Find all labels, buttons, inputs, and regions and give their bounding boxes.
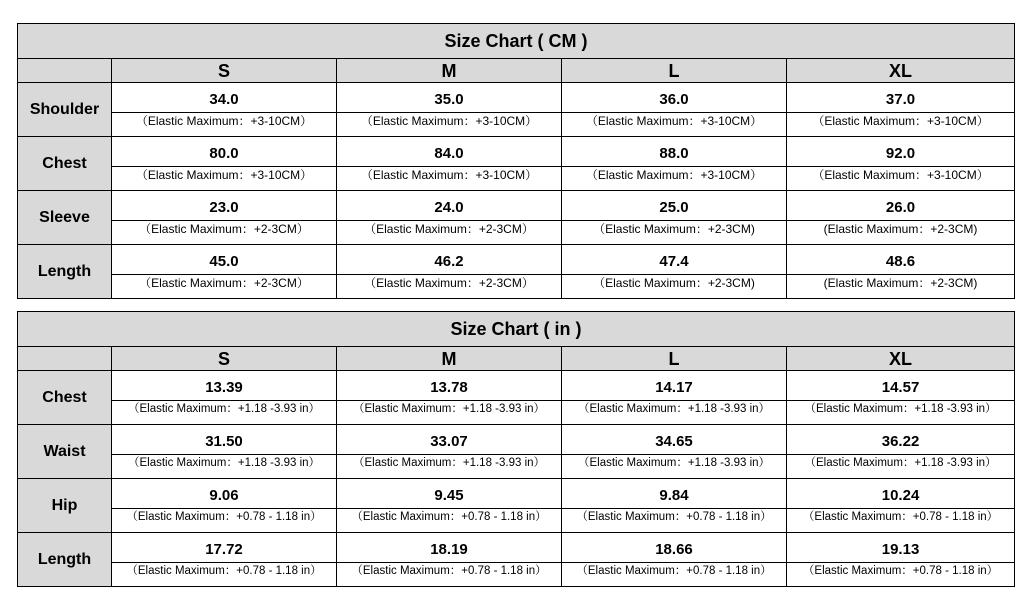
measurement-value: 26.0 xyxy=(885,198,916,216)
measurement-label: Length xyxy=(18,245,112,299)
chart-title: Size Chart ( CM ) xyxy=(18,24,1015,59)
elastic-note: （Elastic Maximum：+1.18 -3.93 in） xyxy=(786,400,1015,420)
measurement-value: 80.0 xyxy=(209,144,239,162)
measurement-value: 17.72 xyxy=(205,540,243,558)
measurement-cell xyxy=(112,479,337,533)
measurement-value: 48.6 xyxy=(885,252,916,270)
measurement-value: 25.0 xyxy=(659,198,689,216)
measurement-cell xyxy=(112,191,337,245)
size-header: S xyxy=(112,59,337,83)
elastic-note: （Elastic Maximum：+0.78 - 1.18 in） xyxy=(786,562,1015,582)
measurement-label: Chest xyxy=(18,137,112,191)
measurement-cell xyxy=(562,479,787,533)
measurement-label: Waist xyxy=(18,425,112,479)
measurement-value: 18.66 xyxy=(655,540,693,558)
measurement-value: 92.0 xyxy=(885,144,916,162)
measurement-value: 36.0 xyxy=(659,90,689,108)
chart-title: Size Chart ( in ) xyxy=(18,312,1015,347)
measurement-row xyxy=(18,479,1015,533)
measurement-value: 14.17 xyxy=(655,378,693,396)
measurement-value: 18.19 xyxy=(430,540,468,558)
elastic-note: （Elastic Maximum：+1.18 -3.93 in） xyxy=(786,454,1015,474)
elastic-note: （Elastic Maximum：+0.78 - 1.18 in） xyxy=(336,562,562,582)
measurement-value: 19.13 xyxy=(881,540,920,558)
measurement-row xyxy=(18,425,1015,479)
measurement-cell xyxy=(112,83,337,137)
measurement-cell xyxy=(562,533,787,587)
measurement-label: Shoulder xyxy=(18,83,112,137)
measurement-value: 34.65 xyxy=(655,432,693,450)
measurement-value: 9.06 xyxy=(209,486,239,504)
size-header-row xyxy=(18,59,1015,83)
elastic-note: (Elastic Maximum：+2-3CM) xyxy=(786,274,1015,294)
size-chart-cm xyxy=(17,23,1015,299)
measurement-label: Length xyxy=(18,533,112,587)
elastic-note: （Elastic Maximum：+3-10CM） xyxy=(561,166,787,186)
measurement-value: 36.22 xyxy=(881,432,920,450)
elastic-note: （Elastic Maximum：+3-10CM） xyxy=(111,166,337,186)
measurement-row xyxy=(18,83,1015,137)
elastic-note: （Elastic Maximum：+3-10CM） xyxy=(111,112,337,132)
elastic-note: （Elastic Maximum：+1.18 -3.93 in） xyxy=(111,400,337,420)
elastic-note: （Elastic Maximum：+0.78 - 1.18 in） xyxy=(561,508,787,528)
measurement-cell xyxy=(562,245,787,299)
measurement-value: 84.0 xyxy=(434,144,464,162)
size-header: XL xyxy=(787,59,1015,83)
chart-title-row xyxy=(18,312,1015,347)
elastic-note: （Elastic Maximum：+0.78 - 1.18 in） xyxy=(561,562,787,582)
elastic-note: （Elastic Maximum：+0.78 - 1.18 in） xyxy=(336,508,562,528)
elastic-note: （Elastic Maximum：+2-3CM） xyxy=(111,220,337,240)
measurement-cell xyxy=(562,191,787,245)
measurement-cell xyxy=(337,83,562,137)
corner-cell xyxy=(18,347,112,371)
measurement-cell xyxy=(787,371,1015,425)
measurement-cell xyxy=(337,191,562,245)
measurement-value: 31.50 xyxy=(205,432,243,450)
measurement-cell xyxy=(337,371,562,425)
measurement-row xyxy=(18,191,1015,245)
measurement-cell xyxy=(562,371,787,425)
measurement-value: 13.39 xyxy=(205,378,243,396)
measurement-value: 10.24 xyxy=(881,486,920,504)
measurement-value: 33.07 xyxy=(430,432,468,450)
measurement-value: 14.57 xyxy=(881,378,920,396)
measurement-value: 45.0 xyxy=(209,252,239,270)
elastic-note: （Elastic Maximum：+0.78 - 1.18 in） xyxy=(111,562,337,582)
elastic-note: （Elastic Maximum：+1.18 -3.93 in） xyxy=(111,454,337,474)
size-header: L xyxy=(562,347,787,371)
elastic-note: （Elastic Maximum：+1.18 -3.93 in） xyxy=(336,454,562,474)
measurement-value: 35.0 xyxy=(434,90,464,108)
measurement-cell xyxy=(112,245,337,299)
size-header: XL xyxy=(787,347,1015,371)
measurement-value: 9.45 xyxy=(434,486,464,504)
measurement-cell xyxy=(112,425,337,479)
size-header: L xyxy=(562,59,787,83)
elastic-note: （Elastic Maximum：+2-3CM) xyxy=(561,274,787,294)
elastic-note: （Elastic Maximum：+2-3CM） xyxy=(336,274,562,294)
chart-title-row xyxy=(18,24,1015,59)
elastic-note: （Elastic Maximum：+2-3CM） xyxy=(336,220,562,240)
elastic-note: （Elastic Maximum：+3-10CM） xyxy=(786,166,1015,186)
measurement-row xyxy=(18,533,1015,587)
elastic-note: （Elastic Maximum：+1.18 -3.93 in） xyxy=(336,400,562,420)
elastic-note: （Elastic Maximum：+0.78 - 1.18 in） xyxy=(786,508,1015,528)
measurement-cell xyxy=(112,533,337,587)
measurement-value: 37.0 xyxy=(885,90,916,108)
measurement-cell xyxy=(787,425,1015,479)
measurement-value: 88.0 xyxy=(659,144,689,162)
measurement-cell xyxy=(112,137,337,191)
elastic-note: （Elastic Maximum：+0.78 - 1.18 in） xyxy=(111,508,337,528)
size-header: M xyxy=(337,347,562,371)
measurement-label: Hip xyxy=(18,479,112,533)
elastic-note: (Elastic Maximum：+2-3CM) xyxy=(786,220,1015,240)
measurement-cell xyxy=(562,137,787,191)
measurement-row xyxy=(18,137,1015,191)
measurement-value: 46.2 xyxy=(434,252,464,270)
size-header-row xyxy=(18,347,1015,371)
measurement-value: 24.0 xyxy=(434,198,464,216)
measurement-value: 13.78 xyxy=(430,378,468,396)
measurement-cell xyxy=(337,245,562,299)
measurement-value: 9.84 xyxy=(659,486,689,504)
measurement-value: 47.4 xyxy=(659,252,689,270)
measurement-row xyxy=(18,245,1015,299)
measurement-label: Sleeve xyxy=(18,191,112,245)
measurement-cell xyxy=(337,479,562,533)
size-chart-in xyxy=(17,311,1015,587)
measurement-cell xyxy=(787,245,1015,299)
elastic-note: （Elastic Maximum：+2-3CM） xyxy=(111,274,337,294)
measurement-label: Chest xyxy=(18,371,112,425)
measurement-cell xyxy=(562,83,787,137)
measurement-cell xyxy=(337,533,562,587)
measurement-cell xyxy=(787,533,1015,587)
measurement-cell xyxy=(787,191,1015,245)
measurement-value: 23.0 xyxy=(209,198,239,216)
corner-cell xyxy=(18,59,112,83)
measurement-cell xyxy=(787,83,1015,137)
measurement-cell xyxy=(337,137,562,191)
measurement-row xyxy=(18,371,1015,425)
measurement-cell xyxy=(787,137,1015,191)
measurement-cell xyxy=(787,479,1015,533)
measurement-cell xyxy=(112,371,337,425)
measurement-cell xyxy=(562,425,787,479)
size-header: M xyxy=(337,59,562,83)
elastic-note: （Elastic Maximum：+3-10CM） xyxy=(336,166,562,186)
measurement-cell xyxy=(337,425,562,479)
elastic-note: （Elastic Maximum：+3-10CM） xyxy=(336,112,562,132)
elastic-note: （Elastic Maximum：+1.18 -3.93 in） xyxy=(561,454,787,474)
elastic-note: （Elastic Maximum：+2-3CM) xyxy=(561,220,787,240)
measurement-value: 34.0 xyxy=(209,90,239,108)
elastic-note: （Elastic Maximum：+3-10CM） xyxy=(786,112,1015,132)
elastic-note: （Elastic Maximum：+3-10CM） xyxy=(561,112,787,132)
elastic-note: （Elastic Maximum：+1.18 -3.93 in） xyxy=(561,400,787,420)
size-header: S xyxy=(112,347,337,371)
